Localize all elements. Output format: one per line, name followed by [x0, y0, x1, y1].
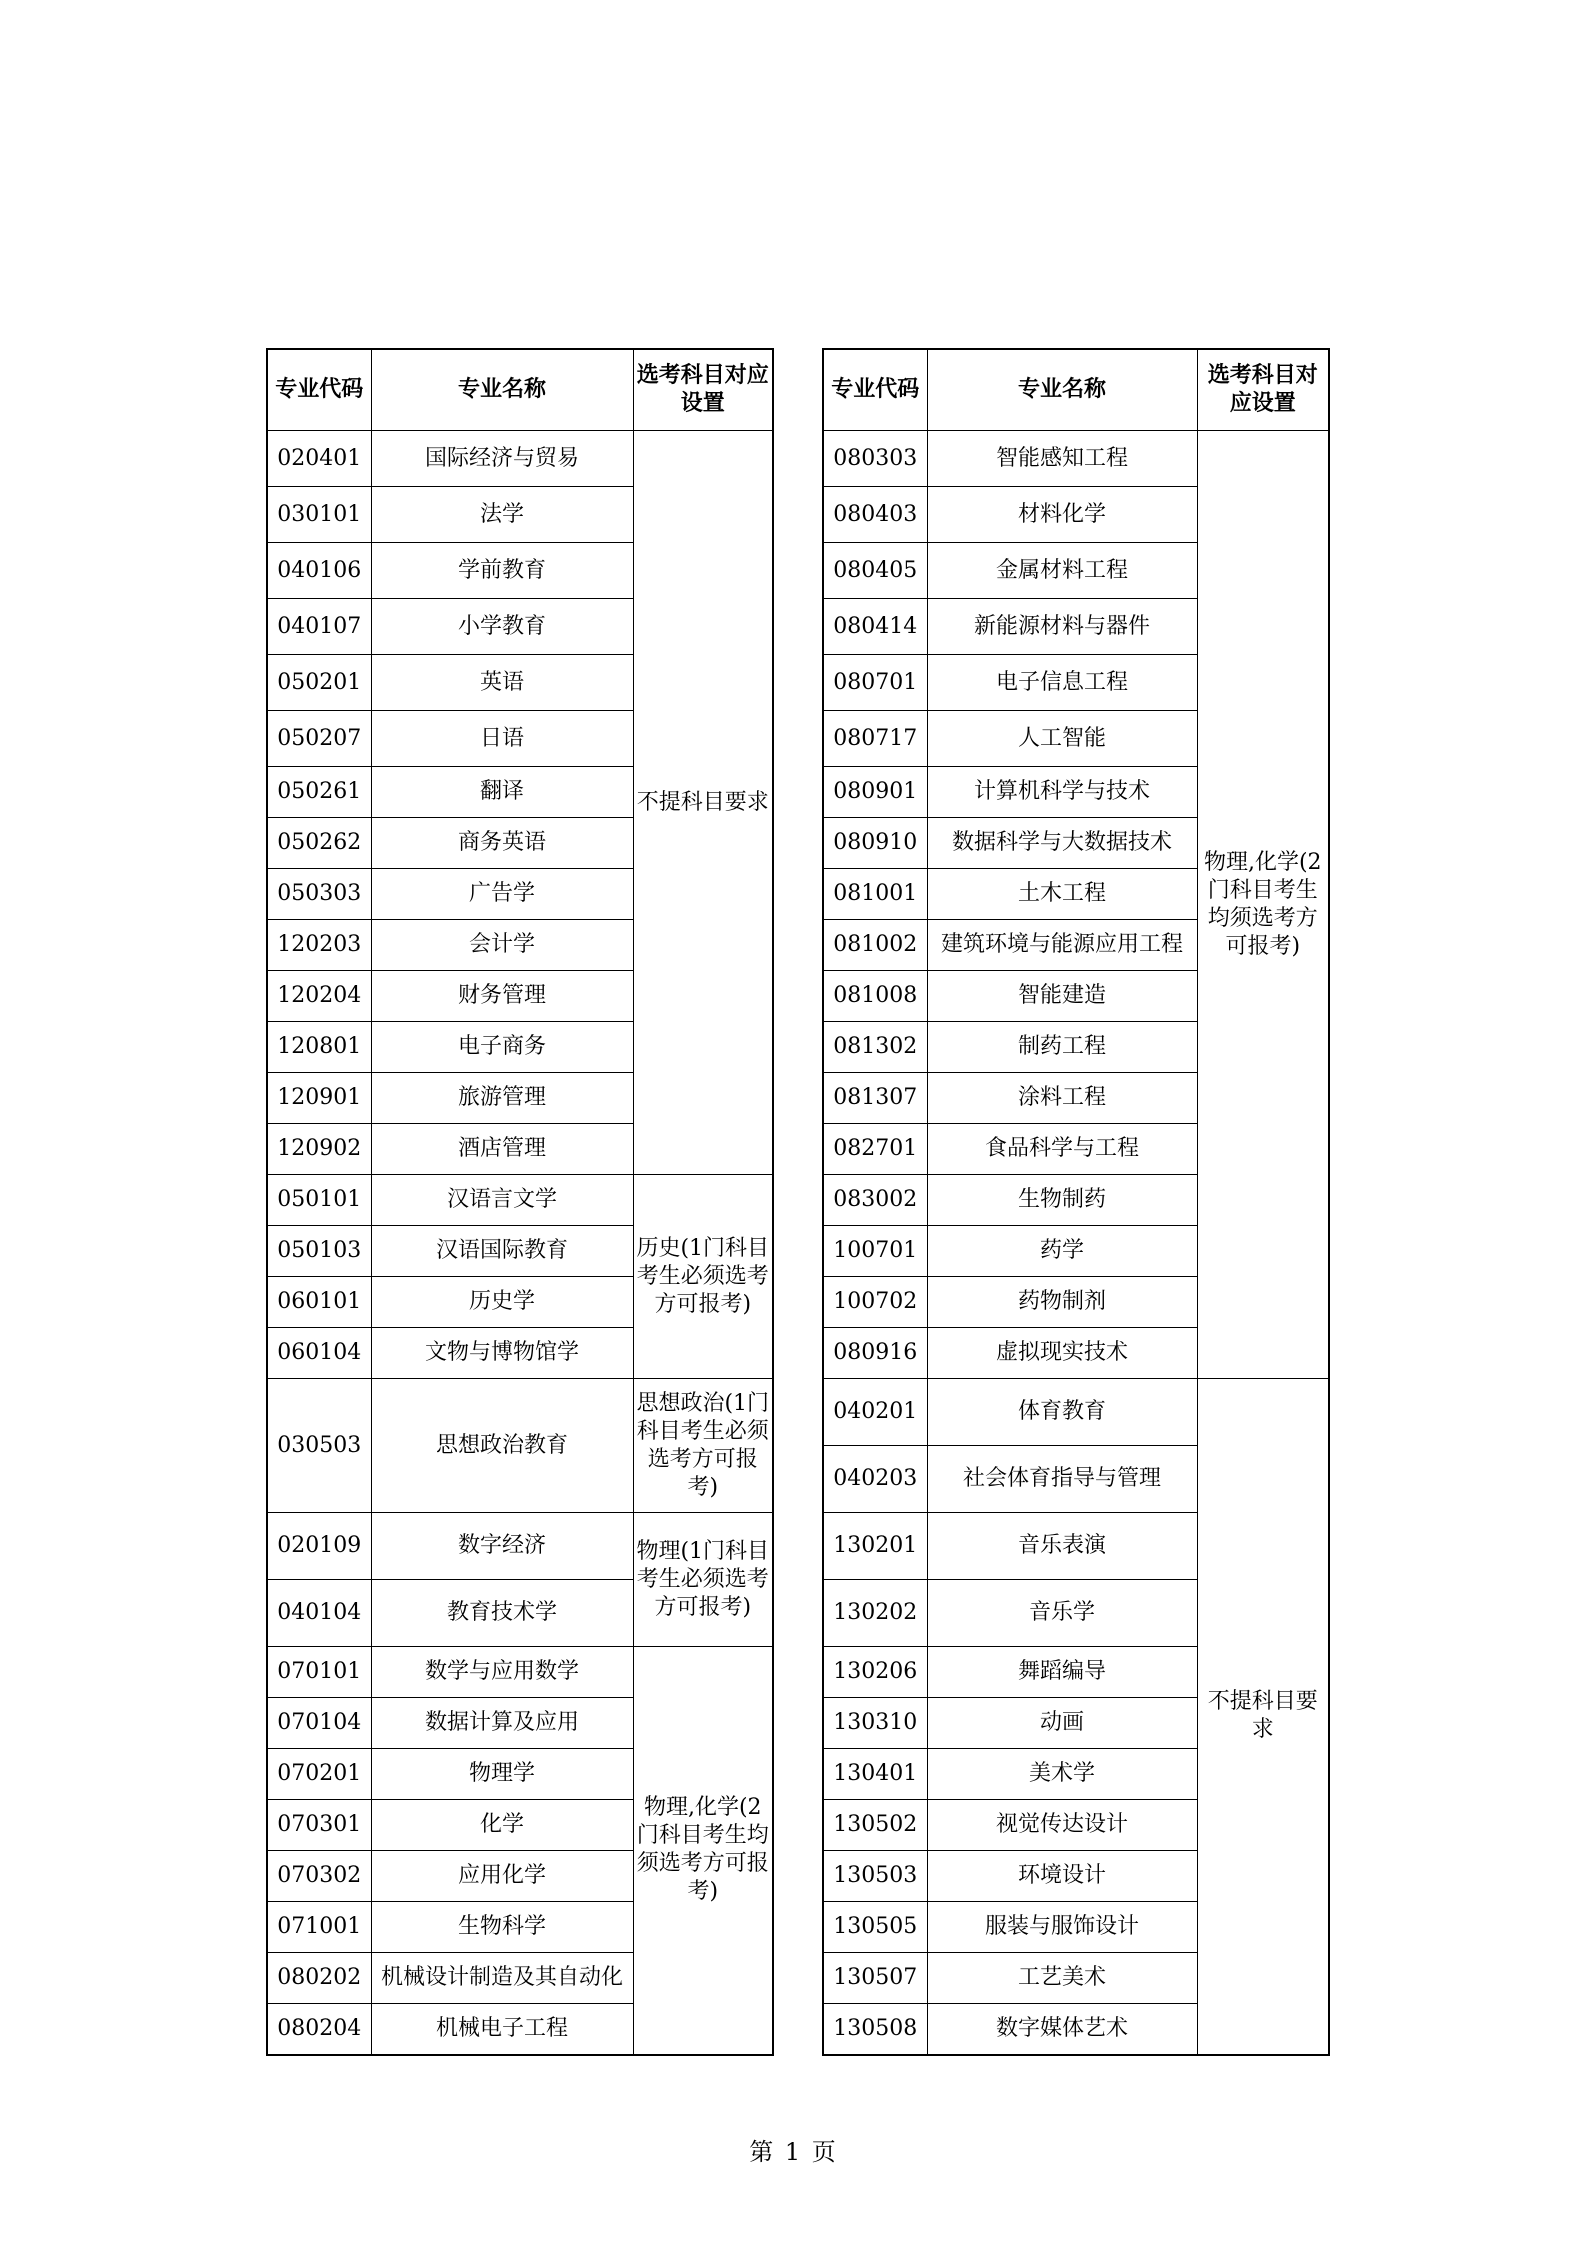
major-code: 130401 — [823, 1749, 927, 1800]
major-name: 数据计算及应用 — [371, 1698, 633, 1749]
major-name: 汉语言文学 — [371, 1175, 633, 1226]
major-name: 音乐学 — [927, 1580, 1197, 1647]
major-code: 080717 — [823, 711, 927, 767]
major-name: 广告学 — [371, 869, 633, 920]
major-code: 083002 — [823, 1175, 927, 1226]
subject-requirement: 不提科目要求 — [1197, 1379, 1329, 2055]
major-name: 生物制药 — [927, 1175, 1197, 1226]
major-code: 100701 — [823, 1226, 927, 1277]
subject-requirement: 历史(1门科目考生必须选考方可报考) — [633, 1175, 773, 1379]
major-code: 070301 — [267, 1800, 371, 1851]
major-name: 金属材料工程 — [927, 543, 1197, 599]
major-code: 070302 — [267, 1851, 371, 1902]
major-name: 涂料工程 — [927, 1073, 1197, 1124]
major-table-left — [266, 348, 774, 2056]
major-code: 080916 — [823, 1328, 927, 1379]
major-code: 120203 — [267, 920, 371, 971]
major-code: 081002 — [823, 920, 927, 971]
major-code: 130507 — [823, 1953, 927, 2004]
major-name: 舞蹈编导 — [927, 1647, 1197, 1698]
major-name: 旅游管理 — [371, 1073, 633, 1124]
table-row — [267, 431, 773, 487]
major-name: 体育教育 — [927, 1379, 1197, 1446]
major-name: 数据科学与大数据技术 — [927, 818, 1197, 869]
header-row — [823, 349, 1329, 431]
major-name: 机械设计制造及其自动化 — [371, 1953, 633, 2004]
major-name: 人工智能 — [927, 711, 1197, 767]
major-name: 酒店管理 — [371, 1124, 633, 1175]
subject-requirement: 不提科目要求 — [633, 431, 773, 1175]
major-name: 机械电子工程 — [371, 2004, 633, 2055]
major-code: 130310 — [823, 1698, 927, 1749]
table-row — [267, 1379, 773, 1513]
major-table-right — [822, 348, 1330, 2056]
major-code: 030503 — [267, 1379, 371, 1513]
major-name: 生物科学 — [371, 1902, 633, 1953]
major-code: 050101 — [267, 1175, 371, 1226]
major-code: 050262 — [267, 818, 371, 869]
major-code: 130503 — [823, 1851, 927, 1902]
major-name: 日语 — [371, 711, 633, 767]
major-name: 英语 — [371, 655, 633, 711]
major-code: 050303 — [267, 869, 371, 920]
major-name: 电子信息工程 — [927, 655, 1197, 711]
major-code: 100702 — [823, 1277, 927, 1328]
major-name: 文物与博物馆学 — [371, 1328, 633, 1379]
major-code: 040107 — [267, 599, 371, 655]
major-code: 070104 — [267, 1698, 371, 1749]
table-row — [267, 1647, 773, 1698]
major-name: 药物制剂 — [927, 1277, 1197, 1328]
major-name: 汉语国际教育 — [371, 1226, 633, 1277]
major-code: 080901 — [823, 767, 927, 818]
major-code: 071001 — [267, 1902, 371, 1953]
major-name: 会计学 — [371, 920, 633, 971]
major-name: 商务英语 — [371, 818, 633, 869]
major-name: 翻译 — [371, 767, 633, 818]
major-name: 历史学 — [371, 1277, 633, 1328]
major-code: 080403 — [823, 487, 927, 543]
major-code: 120901 — [267, 1073, 371, 1124]
major-code: 070201 — [267, 1749, 371, 1800]
major-name: 环境设计 — [927, 1851, 1197, 1902]
major-name: 学前教育 — [371, 543, 633, 599]
major-code: 040203 — [823, 1446, 927, 1513]
major-name: 计算机科学与技术 — [927, 767, 1197, 818]
major-code: 050103 — [267, 1226, 371, 1277]
major-code: 080202 — [267, 1953, 371, 2004]
major-name: 动画 — [927, 1698, 1197, 1749]
major-code: 120801 — [267, 1022, 371, 1073]
major-name: 智能建造 — [927, 971, 1197, 1022]
major-code: 120902 — [267, 1124, 371, 1175]
major-name: 物理学 — [371, 1749, 633, 1800]
major-code: 080910 — [823, 818, 927, 869]
major-code: 050201 — [267, 655, 371, 711]
major-name: 财务管理 — [371, 971, 633, 1022]
header-code: 专业代码 — [823, 349, 927, 431]
major-name: 法学 — [371, 487, 633, 543]
subject-requirement: 物理,化学(2门科目考生均须选考方可报考) — [1197, 431, 1329, 1379]
major-name: 应用化学 — [371, 1851, 633, 1902]
major-code: 130201 — [823, 1513, 927, 1580]
major-code: 080405 — [823, 543, 927, 599]
header-requirement: 选考科目对应设置 — [633, 349, 773, 431]
major-code: 020401 — [267, 431, 371, 487]
major-code: 020109 — [267, 1513, 371, 1580]
table-row — [823, 431, 1329, 487]
major-name: 药学 — [927, 1226, 1197, 1277]
major-name: 教育技术学 — [371, 1580, 633, 1647]
major-name: 新能源材料与器件 — [927, 599, 1197, 655]
table-row — [267, 1513, 773, 1580]
major-code: 060101 — [267, 1277, 371, 1328]
left-body — [267, 431, 773, 2055]
major-name: 社会体育指导与管理 — [927, 1446, 1197, 1513]
major-name: 视觉传达设计 — [927, 1800, 1197, 1851]
major-code: 130508 — [823, 2004, 927, 2055]
major-name: 食品科学与工程 — [927, 1124, 1197, 1175]
major-code: 060104 — [267, 1328, 371, 1379]
major-name: 国际经济与贸易 — [371, 431, 633, 487]
major-name: 数学与应用数学 — [371, 1647, 633, 1698]
header-name: 专业名称 — [927, 349, 1197, 431]
major-code: 070101 — [267, 1647, 371, 1698]
major-code: 130502 — [823, 1800, 927, 1851]
major-code: 081001 — [823, 869, 927, 920]
right-body — [823, 431, 1329, 2055]
major-name: 服装与服饰设计 — [927, 1902, 1197, 1953]
major-name: 小学教育 — [371, 599, 633, 655]
subject-requirement: 思想政治(1门科目考生必须选考方可报考) — [633, 1379, 773, 1513]
major-code: 050207 — [267, 711, 371, 767]
table-row — [823, 1379, 1329, 1446]
major-name: 美术学 — [927, 1749, 1197, 1800]
major-code: 081302 — [823, 1022, 927, 1073]
major-code: 080303 — [823, 431, 927, 487]
major-name: 虚拟现实技术 — [927, 1328, 1197, 1379]
header-requirement: 选考科目对应设置 — [1197, 349, 1329, 431]
major-name: 思想政治教育 — [371, 1379, 633, 1513]
major-code: 120204 — [267, 971, 371, 1022]
major-code: 040106 — [267, 543, 371, 599]
page-number: 第 1 页 — [749, 2138, 838, 2166]
major-name: 数字经济 — [371, 1513, 633, 1580]
major-name: 电子商务 — [371, 1022, 633, 1073]
subject-requirement: 物理,化学(2门科目考生均须选考方可报考) — [633, 1647, 773, 2055]
major-name: 音乐表演 — [927, 1513, 1197, 1580]
major-name: 制药工程 — [927, 1022, 1197, 1073]
major-code: 040201 — [823, 1379, 927, 1446]
header-row — [267, 349, 773, 431]
major-code: 130505 — [823, 1902, 927, 1953]
major-name: 数字媒体艺术 — [927, 2004, 1197, 2055]
major-name: 材料化学 — [927, 487, 1197, 543]
subject-requirement: 物理(1门科目考生必须选考方可报考) — [633, 1513, 773, 1647]
major-code: 081307 — [823, 1073, 927, 1124]
major-name: 工艺美术 — [927, 1953, 1197, 2004]
header-code: 专业代码 — [267, 349, 371, 431]
major-name: 智能感知工程 — [927, 431, 1197, 487]
major-code: 080204 — [267, 2004, 371, 2055]
major-code: 080701 — [823, 655, 927, 711]
major-name: 建筑环境与能源应用工程 — [927, 920, 1197, 971]
header-name: 专业名称 — [371, 349, 633, 431]
major-code: 080414 — [823, 599, 927, 655]
major-code: 040104 — [267, 1580, 371, 1647]
major-code: 082701 — [823, 1124, 927, 1175]
major-code: 130206 — [823, 1647, 927, 1698]
major-name: 化学 — [371, 1800, 633, 1851]
major-name: 土木工程 — [927, 869, 1197, 920]
major-code: 130202 — [823, 1580, 927, 1647]
table-row — [267, 1175, 773, 1226]
major-code: 081008 — [823, 971, 927, 1022]
major-code: 030101 — [267, 487, 371, 543]
major-code: 050261 — [267, 767, 371, 818]
